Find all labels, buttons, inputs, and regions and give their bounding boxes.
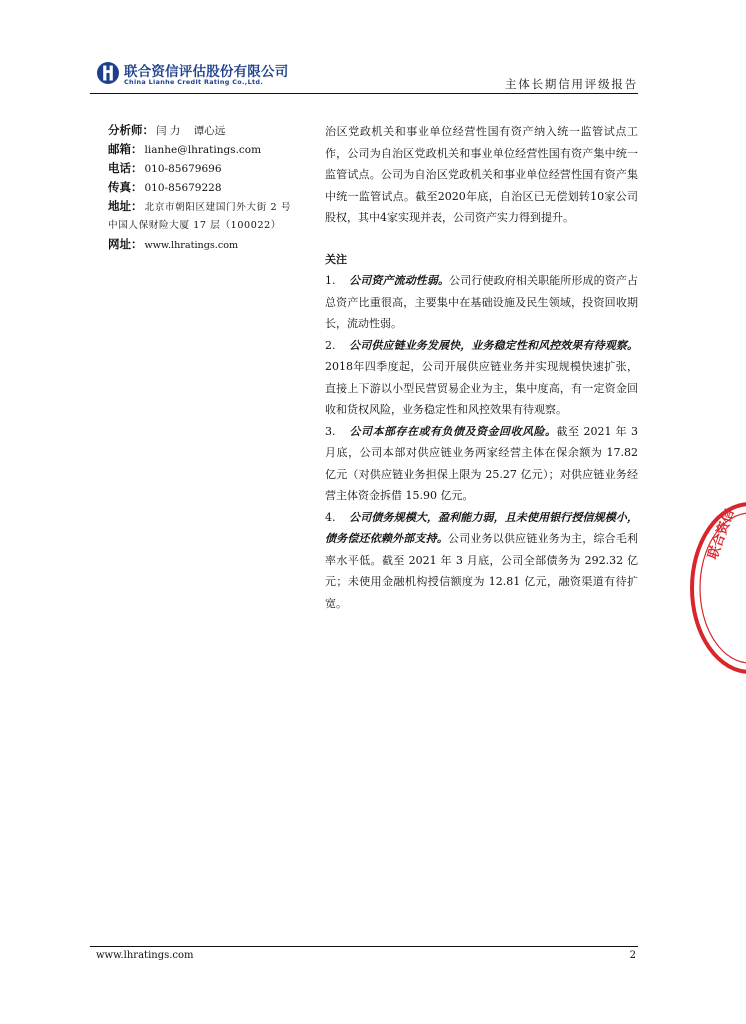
website-label: 网址：: [108, 237, 143, 251]
fax-line: [108, 178, 298, 197]
website-link[interactable]: www.lhratings.com: [144, 240, 239, 251]
concern-text: 截至 2021 年 3 月底，公司本部对供应链业务两家经营主体在保余额为 17.82 亿元（对供应链业务担保上限为 25.27 亿元）；对供应链业务经营主体资金拆借 15.90 亿元。: [325, 424, 639, 502]
concern-text: 公司业务以供应链业务为主，综合毛利率水平低。截至 2021 年 3 月底，公司全部债务为 292.32 亿元；未使用金融机构授信额度为 12.81 亿元，融资渠道有待扩宽。: [325, 532, 639, 610]
company-logo: [96, 61, 289, 91]
concern-number: 1.: [325, 274, 336, 287]
intro-paragraph: 治区党政机关和事业单位经营性国有资产纳入统一监管试点工作，公司为自治区党政机关和事业单位经营性国有资产集中统一监管试点。公司为自治区党政机关和事业单位经营性国有资产集中统一监管试点。截至2020年底，自治区已无偿划转10家公司股权，其中4家实现并表，公司资产实力得到提升。: [325, 125, 638, 224]
concern-item: [325, 421, 638, 507]
phone-label: 电话：: [108, 161, 143, 175]
address-line-2: 中国人保财险大厦 17 层（100022）: [108, 220, 282, 231]
footer-website[interactable]: www.lhratings.com: [96, 950, 194, 961]
concern-heading: 公司资产流动性弱。: [349, 274, 450, 287]
website-line: [108, 235, 298, 254]
concern-heading: 公司供应链业务发展快，业务稳定性和风控效果有待观察。: [349, 338, 638, 352]
email-line: [108, 140, 298, 159]
fax-label: 传真：: [108, 180, 143, 194]
phone-line: [108, 159, 298, 178]
seal-stamp-icon: [686, 500, 746, 675]
concern-number: 4.: [325, 510, 336, 524]
lianhe-logo-icon: [96, 61, 120, 85]
report-type-title: 主体长期信用评级报告: [505, 77, 638, 91]
logo-company-name-en: China Lianhe Credit Rating Co.,Ltd.: [124, 78, 264, 86]
concern-text: 2018年四季度起，公司开展供应链业务并实现规模快速扩张，直接上下游以小型民营贸易企业为主，集中度高，有一定资金回收和货权风险，业务稳定性和风控效果有待观察。: [325, 360, 638, 416]
concern-heading: 公司债务规模大，盈利能力弱，且未使用银行授信规模小，债务偿还依赖外部支持。: [325, 510, 638, 545]
concern-item: [325, 270, 638, 335]
concern-item: [325, 335, 638, 421]
concern-heading: 公司本部存在或有负债及资金回收风险。: [349, 424, 557, 438]
analysts-label: 分析师：: [108, 123, 154, 137]
email-label: 邮箱：: [108, 142, 143, 156]
address-label: 地址：: [108, 199, 143, 213]
address-line-1: 北京市朝阳区建国门外大街 2 号: [144, 202, 292, 213]
header-divider: [90, 93, 638, 94]
logo-company-name-cn: 联合资信评估股份有限公司: [124, 64, 289, 80]
concern-number: 3.: [325, 424, 336, 438]
email-link[interactable]: lianhe@lhratings.com: [144, 144, 262, 156]
svg-text:联合资信: 联合资信: [705, 507, 738, 562]
analysts-line: [108, 121, 298, 140]
page-number: 2: [629, 950, 636, 961]
concern-number: 2.: [325, 338, 336, 352]
concern-item: [325, 507, 638, 615]
address-line: [108, 197, 298, 216]
fax-number: 010-85679228: [144, 182, 222, 194]
footer-divider: [90, 946, 638, 947]
report-body: [325, 121, 638, 614]
phone-number: 010-85679696: [144, 163, 222, 175]
contact-info: [108, 121, 298, 254]
concern-text: 公司行使政府相关职能所形成的资产占总资产比重很高，主要集中在基础设施及民生领域，投资回收期长，流动性弱。: [325, 274, 639, 330]
analysts-names: 闫 力 谭心远: [156, 125, 226, 137]
concerns-heading: 关注: [325, 252, 347, 266]
